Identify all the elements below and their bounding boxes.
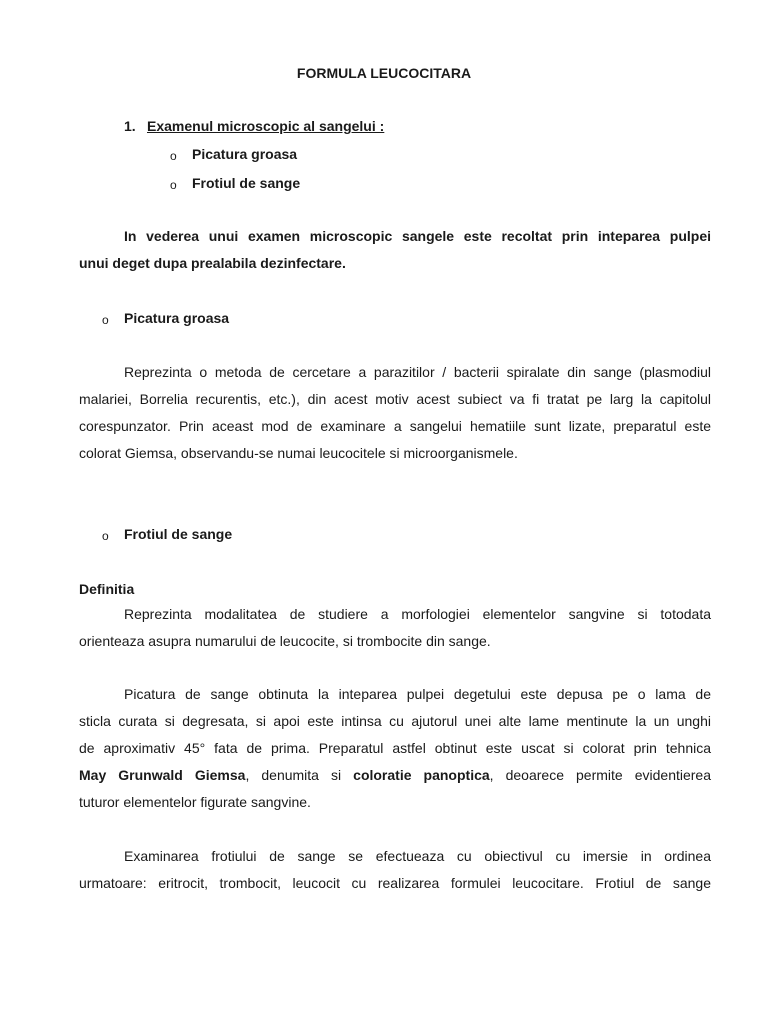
paragraph-line: colorat Giemsa, observandu-se numai leucocitele si microorganismele.: [79, 445, 518, 461]
paragraph-line: sticla curata si degresata, si apoi este intinsa cu ajutorul unei alte lame mentinute la un unghi: [79, 713, 711, 729]
paragraph-line: Examinarea frotiului de sange se efectueaza cu obiectivul cu imersie in ordinea: [124, 848, 711, 864]
paragraph-line: malariei, Borrelia recurentis, etc.), din acest motiv acest subiect va fi tratat pe larg la capitolul: [79, 391, 711, 407]
paragraph-line: corespunzator. Prin aceast mod de examinare a sangelui hematiile sunt lizate, preparatul este: [79, 418, 711, 434]
paragraph-line: Reprezinta modalitatea de studiere a morfologiei elementelor sangvine si totodata: [124, 606, 711, 622]
list-item-frotiu: Frotiul de sange: [192, 175, 301, 191]
list-bullet: o: [170, 149, 177, 163]
section-heading-frotiu: Frotiul de sange: [124, 526, 233, 542]
definition-paragraph: [79, 601, 711, 655]
coloration-name: coloratie panoptica: [353, 767, 490, 783]
paragraph-text: , denumita si: [245, 767, 354, 783]
document-title: FORMULA LEUCOCITARA: [296, 65, 472, 81]
picatura-paragraph: [79, 359, 711, 467]
list-bullet: o: [102, 313, 109, 327]
paragraph-line: urmatoare: eritrocit, trombocit, leucocit cu realizarea formulei leucocitare. Frotiul de sange: [79, 875, 711, 891]
paragraph-text: , deoarece permite evidentierea: [489, 767, 711, 783]
intro-line: unui deget dupa prealabila dezinfectare.: [79, 255, 346, 271]
paragraph-line: Reprezinta o metoda de cercetare a parazitilor / bacterii spiralate din sange (plasmodiul: [124, 364, 711, 380]
technique-name: May Grunwald Giemsa: [79, 767, 246, 783]
section-number: 1.: [124, 118, 136, 134]
paragraph-line: de aproximativ 45° fata de prima. Preparatul astfel obtinut este uscat si colorat prin tehnica: [79, 740, 711, 756]
section-heading-picatura: Picatura groasa: [124, 310, 230, 326]
intro-paragraph: [79, 223, 711, 277]
list-item-picatura: Picatura groasa: [192, 146, 298, 162]
list-bullet: o: [170, 178, 177, 192]
definition-label: Definitia: [79, 581, 135, 597]
paragraph-line: tuturor elementelor figurate sangvine.: [79, 794, 311, 810]
intro-line: In vederea unui examen microscopic sangele este recoltat prin inteparea pulpei: [124, 228, 711, 244]
preparation-paragraph: [79, 681, 711, 816]
section-heading: Examenul microscopic al sangelui :: [147, 118, 385, 134]
list-bullet: o: [102, 529, 109, 543]
examination-paragraph: [79, 843, 711, 897]
paragraph-line: orienteaza asupra numarului de leucocite, si trombocite din sange.: [79, 633, 491, 649]
paragraph-line: Picatura de sange obtinuta la inteparea pulpei degetului este depusa pe o lama de: [124, 686, 711, 702]
